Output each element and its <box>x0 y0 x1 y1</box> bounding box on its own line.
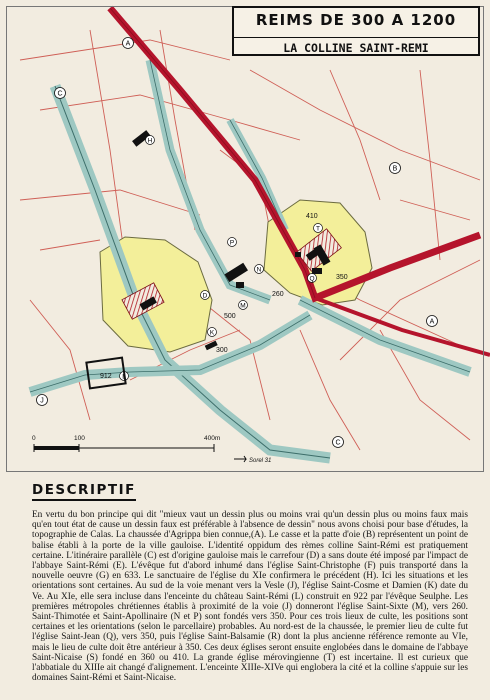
scale-end: 400m <box>204 435 221 442</box>
site-label-l-text: L <box>122 373 126 381</box>
route-label-a-top-text: A <box>125 40 131 48</box>
site-label-t <box>314 224 323 233</box>
route-labels <box>37 38 438 448</box>
site-label-q <box>308 274 317 283</box>
route-label-c-bottom <box>333 437 344 448</box>
route-label-c-left-text: C <box>57 90 63 98</box>
route-label-a-top <box>123 38 134 49</box>
route-label-c-left <box>55 88 66 99</box>
site-label-m-text: M <box>240 302 246 310</box>
title-cartouche <box>232 6 480 56</box>
descriptif-heading: DESCRIPTIF <box>32 482 136 501</box>
route-label-j-text: J <box>40 397 44 405</box>
site-label-h-text: H <box>147 137 153 145</box>
date-label-350: 350 <box>336 274 348 281</box>
date-label-260: 260 <box>272 291 284 298</box>
route-label-a-right <box>427 316 438 327</box>
route-label-j <box>37 395 48 406</box>
site-label-h <box>146 136 155 145</box>
site-label-t-text: T <box>316 225 320 233</box>
road-east <box>300 300 470 372</box>
site-label-p-text: P <box>229 239 235 247</box>
date-label-410: 410 <box>306 213 318 220</box>
site-label-d <box>201 291 210 300</box>
route-label-a-right-text: A <box>429 318 435 326</box>
date-label-500: 500 <box>224 313 236 320</box>
site-label-m <box>239 301 248 310</box>
descriptif-text: En vertu du bon principe qui dit "mieux vaut un dessin plus ou moins vrai qu'un dessin plus ou moins faux mais qu'en tout état de cause un dessin faux est préférable à l'absence de dessin" nous avons choisi pour base d'études, la topographie de Calas. La chaussée d'Agrippa bien connue,(A). Le casse et la patte d'oie (B) représentent un point de balise établi à la porte de la ville gauloise. L'identité oppidum des rèmes colline Saint-Rémi est pratiquement certaine. L'itinéraire parallèle (C) est d'origine gauloise mais le carrefour (D) a sans doute été imposé par l'impact de l'abbaye Saint-Rémi (E). L'évêque fut d'abord inhumé dans l'église Saint-Christophe (F) puis transporté dans la nouvelle oeuvre (G) en 633. Le sanctuaire de l'église du XIe confirmera le précédent (H). Ici les situations et les orientations sont certaines. Au sud de la voie menant vers la Vesle (J), l'église Saint-Cosme et Damien (K) date du Ve. Au XIe, elle sera incluse dans l'enceinte du château Saint-Rémi (L) construit en 922 par l'évêque Seulphe. Les premières métropoles chrétiennes établis à proximité de la voie (J) donneront l'église Saint-Sixte (M), vers 260. Saint-Thimotée et Saint-Apollinaire (N et P) sont fondés vers 350. Pour ces trois lieux de culte, les positions sont certaines et les orientations (selon le parcellaire) probables. Au nord-est de la chaussée, le premier lieu de culte fut l'église Saint-Jean (Q), vers 350, puis l'église Saint-Balsamie (R) dont la plus ancienne référence remonte au VIe, mais le lieu de culte doit être antérieur à 350. Ces deux églises seront ensuite englobées dans le domaine de l'abbaye Saint-Nicaise (S) fondé en 360 ou 410. La grande église mérovingienne (T) est incertaine. Il est curieux que l'abbatiale du XIIIe ait changé d'alignement. L'enceinte XIIIe-XIVe qui englobera la cité et la colline s'appuie sur les domaines Saint-Rémi et Saint-Nicaise. <box>32 510 468 684</box>
date-label-912: 912 <box>100 373 112 380</box>
site-label-n <box>255 265 264 274</box>
scale-bar <box>32 435 220 452</box>
site-label-q-text: Q <box>309 275 315 283</box>
scale-start: 0 <box>32 435 36 442</box>
scale-mid: 100 <box>74 435 85 442</box>
arrow-icon <box>234 456 246 462</box>
site-label-d-text: D <box>202 292 208 300</box>
site-label-k <box>208 328 217 337</box>
signature-text: Sorel 31 <box>249 458 272 464</box>
route-label-b-text: B <box>392 165 398 173</box>
route-label-b <box>390 163 401 174</box>
site-label-p <box>228 238 237 247</box>
date-label-300: 300 <box>216 347 228 354</box>
map-title: REIMS DE 300 A 1200 <box>255 11 457 29</box>
route-label-c-bottom-text: C <box>335 439 341 447</box>
site-label-n-text: N <box>256 266 262 274</box>
signature <box>234 456 271 464</box>
site-label-k-text: K <box>209 329 215 337</box>
map-subtitle: LA COLLINE SAINT-REMI <box>234 37 478 55</box>
